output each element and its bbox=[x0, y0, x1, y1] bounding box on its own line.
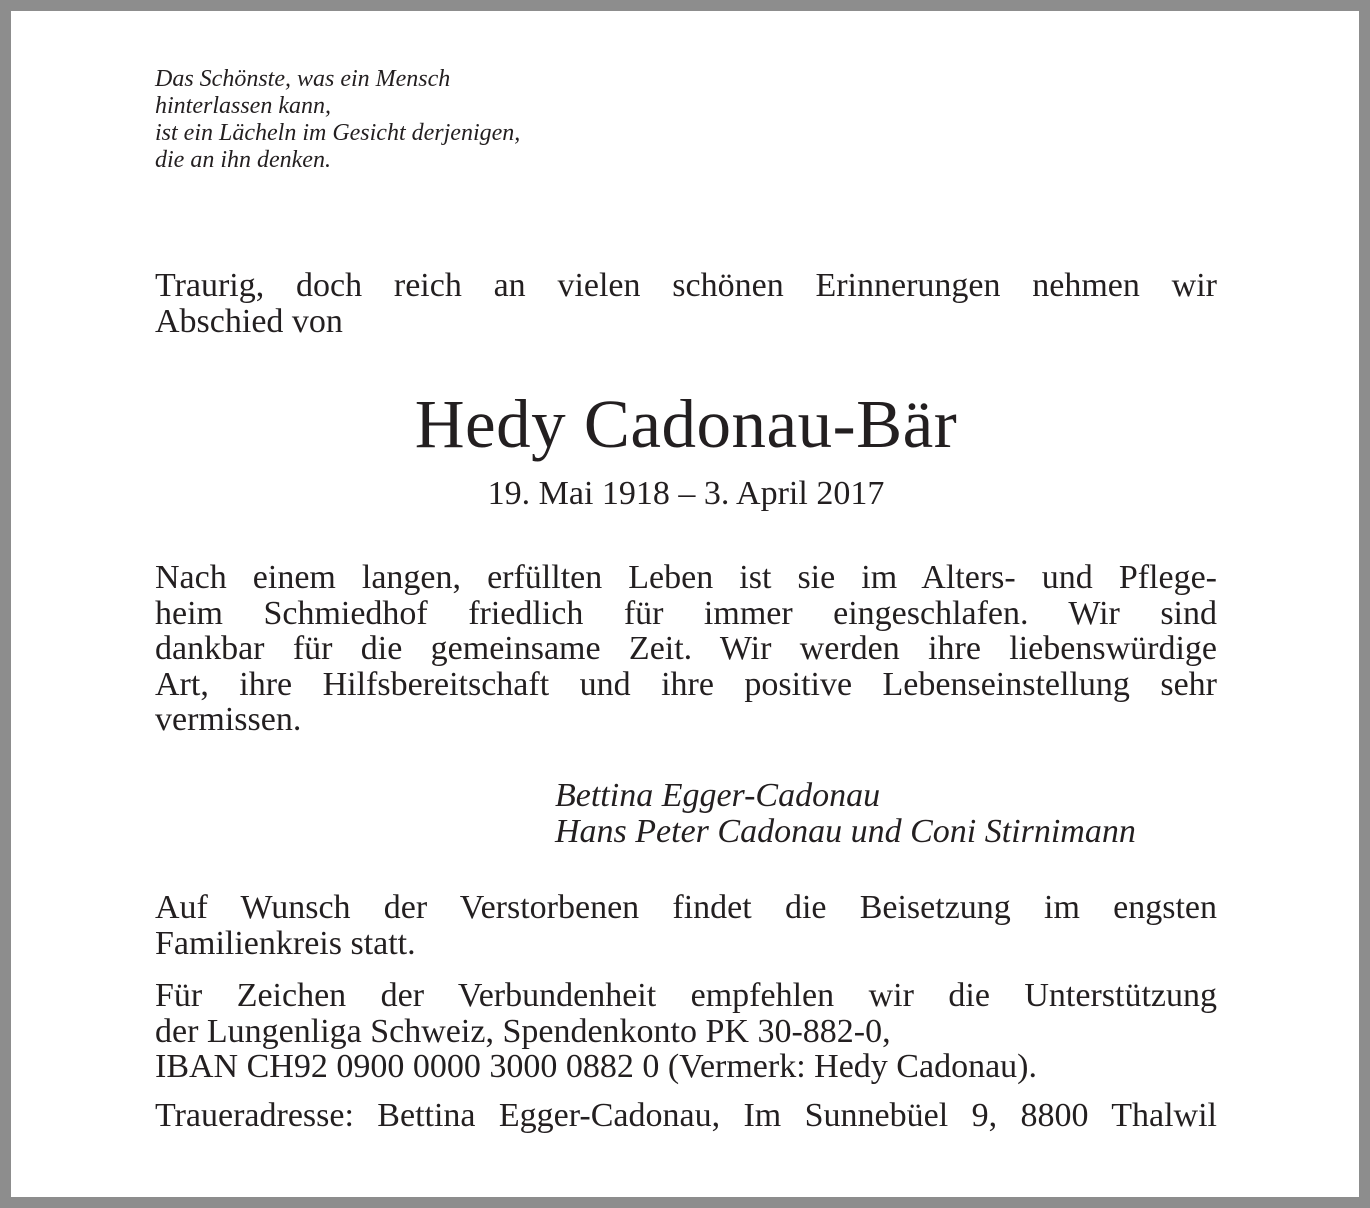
donation-line: IBAN CH92 0900 0000 3000 0882 0 (Vermerk: Hedy Cadonau). bbox=[155, 1048, 1037, 1085]
body-line: Nach einem langen, erfüllten Leben ist sie im Alters- und Pflege- bbox=[155, 559, 1217, 596]
intro-paragraph bbox=[155, 268, 1217, 339]
burial-paragraph bbox=[155, 890, 1217, 961]
signers-block bbox=[555, 778, 1217, 849]
motto-line: ist ein Lächeln im Gesicht derjenigen, bbox=[155, 120, 521, 146]
burial-line: Auf Wunsch der Verstorbenen findet die Beisetzung im engsten bbox=[155, 889, 1217, 926]
body-line: vermissen. bbox=[155, 701, 302, 738]
motto-quote bbox=[155, 66, 755, 174]
body-paragraph bbox=[155, 560, 1217, 738]
mourning-address bbox=[155, 1098, 1217, 1134]
signer-name: Hans Peter Cadonau und Coni Stirnimann bbox=[555, 812, 1136, 850]
donation-paragraph bbox=[155, 978, 1217, 1085]
intro-line: Abschied von bbox=[155, 302, 343, 340]
body-line: Art, ihre Hilfsbereitschaft und ihre positive Lebenseinstellung sehr bbox=[155, 665, 1217, 703]
life-dates: 19. Mai 1918 – 3. April 2017 bbox=[487, 475, 885, 512]
body-line: dankbar für die gemeinsame Zeit. Wir werden ihre liebenswürdige bbox=[155, 630, 1217, 667]
donation-line: der Lungenliga Schweiz, Spendenkonto PK 30-882-0, bbox=[155, 1012, 891, 1050]
address-line: Traueradresse: Bettina Egger-Cadonau, Im Sunnebüel 9, 8800 Thalwil bbox=[155, 1097, 1217, 1134]
intro-line: Traurig, doch reich an vielen schönen Erinnerungen nehmen wir bbox=[155, 267, 1217, 304]
burial-line: Familienkreis statt. bbox=[155, 924, 416, 962]
body-line: heim Schmiedhof friedlich für immer eingeschlafen. Wir sind bbox=[155, 594, 1217, 632]
motto-line: die an ihn denken. bbox=[155, 147, 331, 173]
signer-name: Bettina Egger-Cadonau bbox=[555, 777, 881, 814]
motto-line: hinterlassen kann, bbox=[155, 93, 331, 119]
motto-line: Das Schönste, was ein Mensch bbox=[155, 66, 451, 92]
deceased-name: Hedy Cadonau-Bär bbox=[414, 386, 958, 462]
donation-line: Für Zeichen der Verbundenheit empfehlen wir die Unterstützung bbox=[155, 977, 1217, 1014]
